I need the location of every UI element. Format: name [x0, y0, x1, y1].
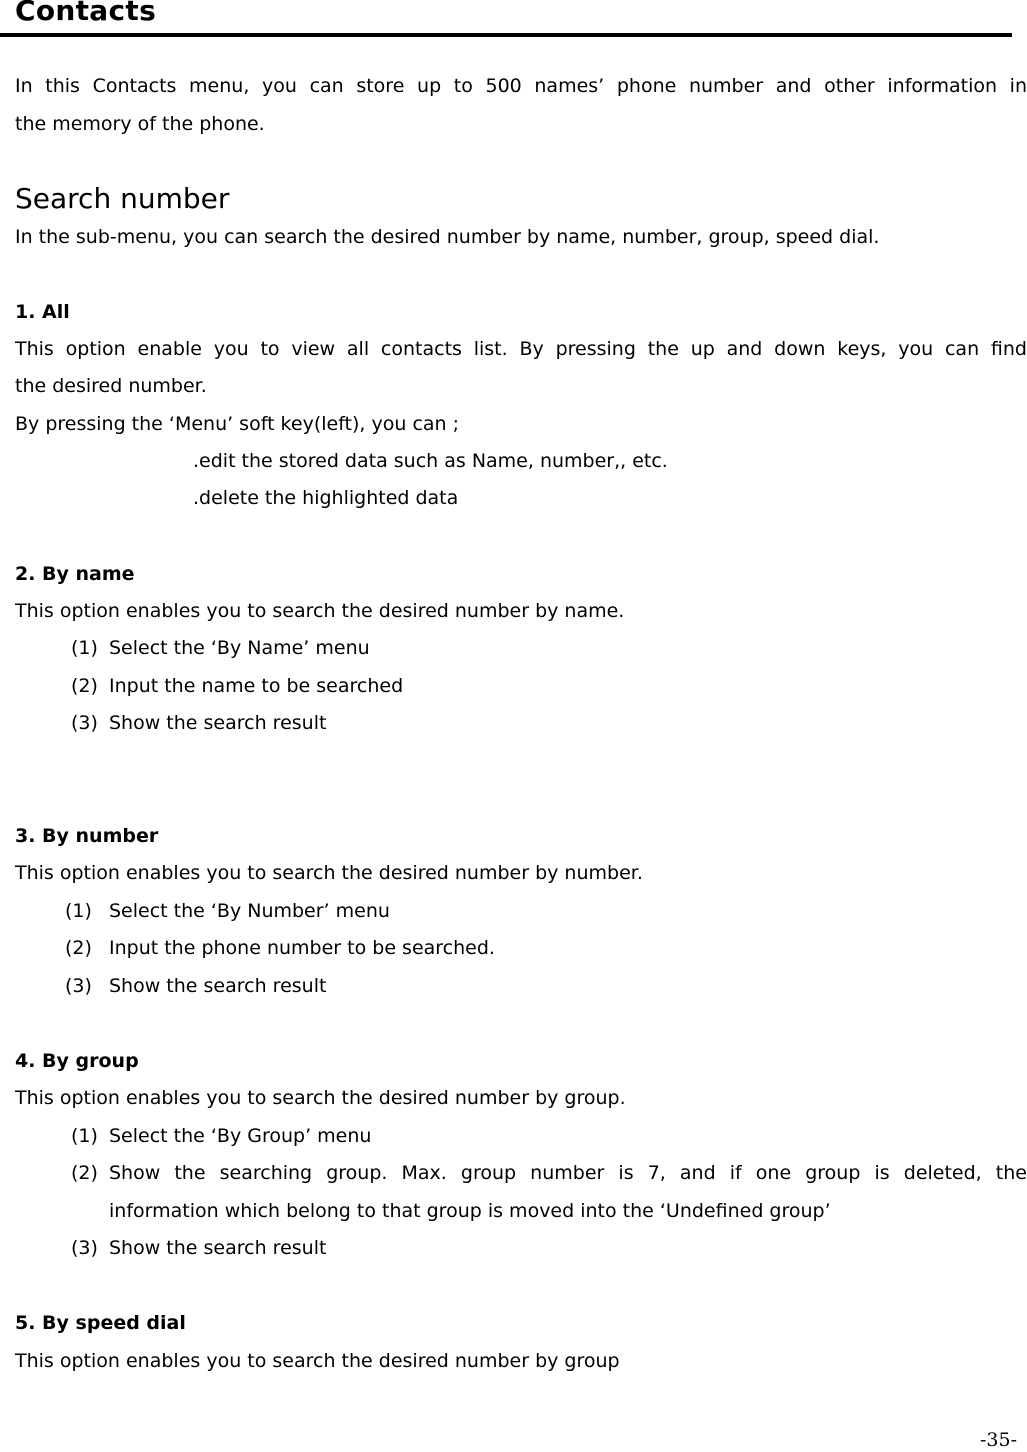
- step-number: (1): [65, 900, 92, 922]
- section-all-bullet-2: .delete the highlighted data: [193, 487, 459, 509]
- step-number: (2): [71, 1162, 98, 1184]
- section-all-line-1: This option enable you to view all contacts list. By pressing the up and down keys, you can find: [15, 338, 1027, 360]
- intro-line-1: In this Contacts menu, you can store up to 500 names’ phone number and other information in: [15, 75, 1027, 97]
- section-by-speed-dial-description: This option enables you to search the desired number by group: [15, 1350, 620, 1372]
- page-number: -35-: [979, 1429, 1017, 1451]
- section-by-number-heading: 3. By number: [15, 825, 159, 847]
- step-number: (3): [71, 712, 98, 734]
- section-all-line-3: By pressing the ‘Menu’ soft key(left), you can ;: [15, 413, 460, 435]
- step-text: Show the searching group. Max. group number is 7, and if one group is deleted, the: [109, 1162, 1027, 1184]
- section-by-group-description: This option enables you to search the desired number by group.: [15, 1087, 626, 1109]
- step-text: Show the search result: [109, 975, 327, 997]
- step-text: Input the name to be searched: [109, 675, 404, 697]
- section-all-line-2: the desired number.: [15, 375, 207, 397]
- section-by-group-heading: 4. By group: [15, 1050, 139, 1072]
- search-number-heading: Search number: [15, 182, 230, 215]
- intro-line-2: the memory of the phone.: [15, 113, 265, 135]
- step-text: Select the ‘By Group’ menu: [109, 1125, 372, 1147]
- section-by-speed-dial-heading: 5. By speed dial: [15, 1312, 186, 1334]
- section-by-name-description: This option enables you to search the desired number by name.: [15, 600, 625, 622]
- step-number: (1): [71, 637, 98, 659]
- search-number-description: In the sub-menu, you can search the desired number by name, number, group, speed dial.: [15, 226, 880, 248]
- section-all-bullet-1: .edit the stored data such as Name, number,, etc.: [193, 450, 668, 472]
- step-text: Show the search result: [109, 1237, 327, 1259]
- step-text: Select the ‘By Number’ menu: [109, 900, 390, 922]
- page-title: Contacts: [15, 0, 157, 27]
- step-number: (3): [65, 975, 92, 997]
- step-number: (3): [71, 1237, 98, 1259]
- step-number: (1): [71, 1125, 98, 1147]
- step-text: Input the phone number to be searched.: [109, 937, 495, 959]
- step-number: (2): [65, 937, 92, 959]
- section-by-number-description: This option enables you to search the desired number by number.: [15, 862, 643, 884]
- step-text-continued: information which belong to that group is moved into the ‘Undefined group’: [109, 1200, 831, 1222]
- step-number: (2): [71, 675, 98, 697]
- step-text: Show the search result: [109, 712, 327, 734]
- title-underline: [0, 33, 1012, 37]
- step-text: Select the ‘By Name’ menu: [109, 637, 370, 659]
- section-by-name-heading: 2. By name: [15, 563, 135, 585]
- section-all-heading: 1. All: [15, 301, 70, 323]
